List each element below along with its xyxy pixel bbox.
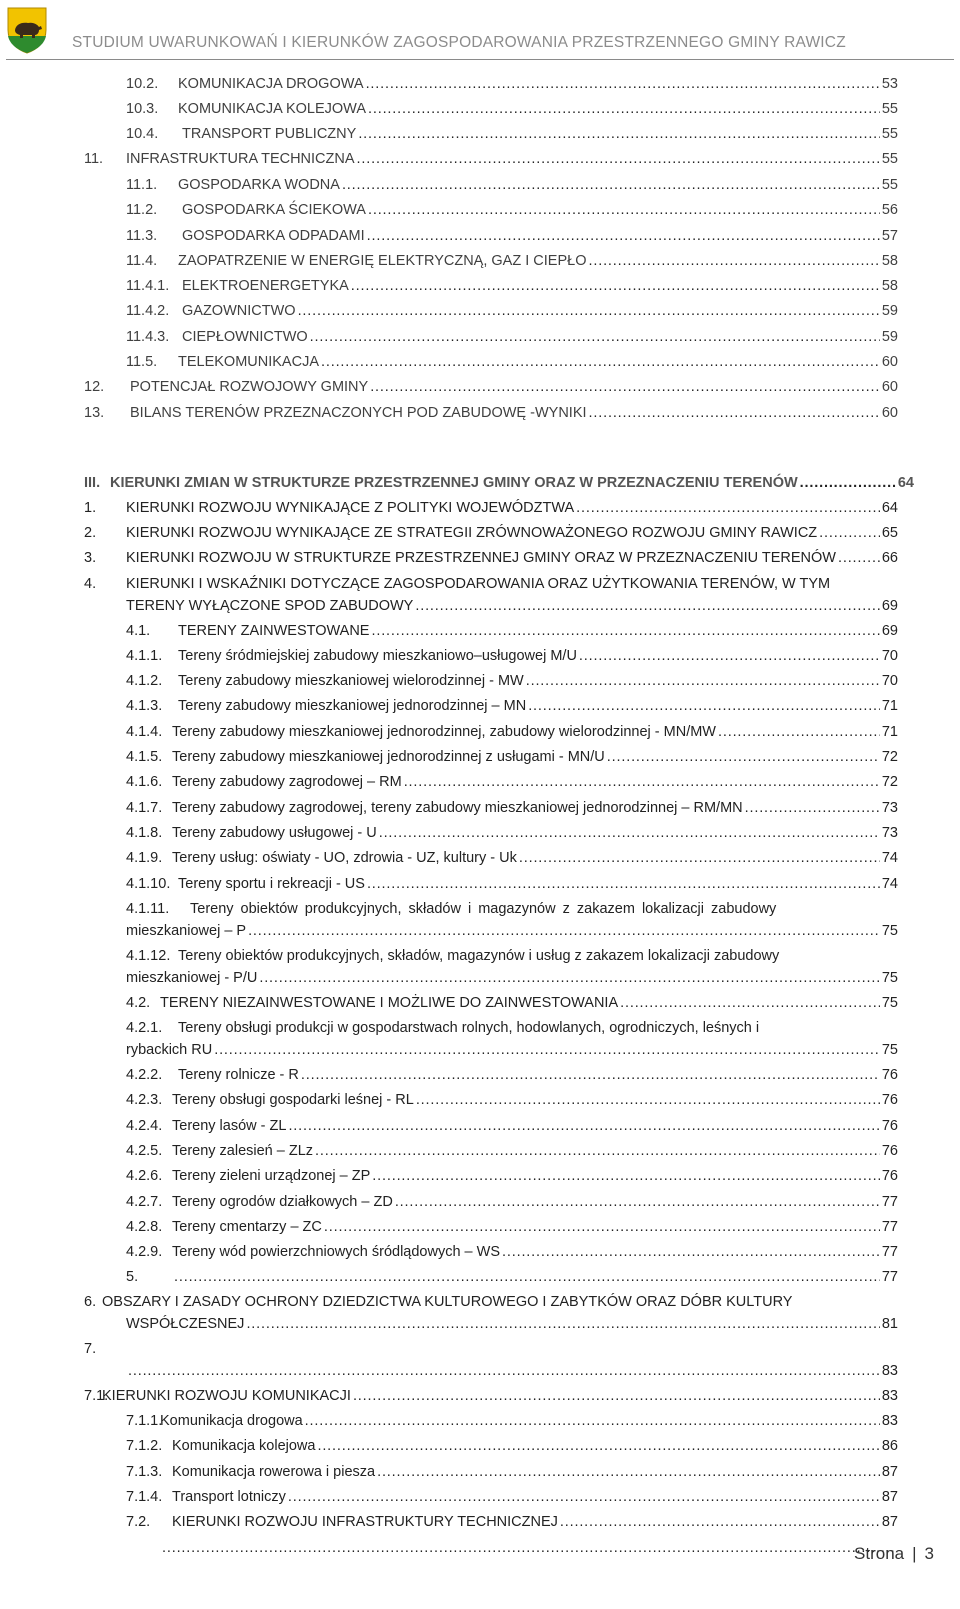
toc-entry[interactable]: 7.1.3. Komunikacja rowerowa i piesza . . . 87 (126, 1462, 898, 1483)
toc-entry-line2[interactable]: rybackich RU . . . 75 (126, 1040, 898, 1061)
toc-entry[interactable]: 11.4.3. CIEPŁOWNICTWO . . . 59 (126, 327, 898, 348)
toc-entry[interactable]: 11.3. GOSPODARKA ODPADAMI . . . 57 (126, 226, 898, 247)
toc-entry[interactable]: 4.2.7. Tereny ogrodów działkowych – ZD . . . 77 (126, 1192, 898, 1213)
toc-entry[interactable]: 11.4.1. ELEKTROENERGETYKA . . . 58 (126, 276, 898, 297)
toc-entry-line2[interactable]: mieszkaniowej – P . . . 75 (126, 921, 898, 942)
toc-entry[interactable] (126, 1538, 898, 1559)
toc-entry[interactable]: 11.4.2. GAZOWNICTWO . . . 59 (126, 301, 898, 322)
toc-entry-line2[interactable]: mieszkaniowej - P/U . . . 75 (126, 968, 898, 989)
toc-entry[interactable]: 4.2.6. Tereny zieleni urządzonej – ZP . . . 76 (126, 1166, 898, 1187)
toc-entry-line1[interactable]: 4.1.12. Tereny obiektów produkcyjnych, składów, magazynów i usług z zakazem lokalizacji zabudowy (126, 948, 780, 964)
toc-entry[interactable]: 4.1.4. Tereny zabudowy mieszkaniowej jednorodzinnej, zabudowy wielorodzinnej - MN/MW . . . 71 (126, 722, 898, 743)
toc-entry[interactable]: 10.4. TRANSPORT PUBLICZNY . . . 55 (126, 124, 898, 145)
toc-entry[interactable]: 3. KIERUNKI ROZWOJU W STRUKTURZE PRZESTRZENNEJ GMINY ORAZ W PRZEZNACZENIU TERENÓW . . . 66 (84, 548, 898, 569)
toc-entry[interactable]: 4.1.10. Tereny sportu i rekreacji - US . . . 74 (126, 874, 898, 895)
toc-entry[interactable]: 11. INFRASTRUKTURA TECHNICZNA . . . 55 (84, 149, 898, 170)
toc-entry[interactable]: 7.1.2. Komunikacja kolejowa . . . 86 (126, 1436, 898, 1457)
toc-entry[interactable]: 1. KIERUNKI ROZWOJU WYNIKAJĄCE Z POLITYKI WOJEWÓDZTWA . . . 64 (84, 498, 898, 519)
toc-entry[interactable]: 4.2.4. Tereny lasów - ZL . . . 76 (126, 1116, 898, 1137)
toc-entry[interactable]: 4.1.8. Tereny zabudowy usługowej - U . . . 73 (126, 823, 898, 844)
toc-entry-line2[interactable]: . . . 83 (126, 1361, 898, 1382)
toc-entry-line2[interactable]: TERENY WYŁĄCZONE SPOD ZABUDOWY . . . 69 (126, 596, 898, 617)
toc-entry[interactable]: 11.4. ZAOPATRZENIE W ENERGIĘ ELEKTRYCZNĄ, GAZ I CIEPŁO . . . 58 (126, 251, 898, 272)
toc-entry[interactable]: 11.5. TELEKOMUNIKACJA . . . 60 (126, 352, 898, 373)
toc-entry-line1[interactable]: 6. OBSZARY I ZASADY OCHRONY DZIEDZICTWA KULTUROWEGO I ZABYTKÓW ORAZ DÓBR KULTURY (84, 1294, 793, 1310)
toc-entry[interactable]: 7.2. KIERUNKI ROZWOJU INFRASTRUKTURY TECHNICZNEJ . . . 87 (126, 1512, 898, 1533)
toc-entry[interactable]: 11.2. GOSPODARKA ŚCIEKOWA . . . 56 (126, 200, 898, 221)
toc-entry[interactable]: 4.1.2. Tereny zabudowy mieszkaniowej wielorodzinnej - MW . . . 70 (126, 671, 898, 692)
coat-of-arms-icon (6, 6, 48, 54)
page-number: 3 (924, 1544, 934, 1563)
toc-entry-line1[interactable]: 4.1.11. Tereny obiektów produkcyjnych, składów i magazynów z zakazem lokalizacji zabudowy (126, 901, 777, 917)
header-divider (6, 59, 954, 60)
toc-entry[interactable]: 7.1.1. Komunikacja drogowa . . . 83 (126, 1411, 898, 1432)
toc-entry[interactable]: 4.1.9. Tereny usług: oświaty - UO, zdrowia - UZ, kultury - Uk . . . 74 (126, 848, 898, 869)
toc-entry[interactable]: 11.1. GOSPODARKA WODNA . . . 55 (126, 175, 898, 196)
toc-entry[interactable]: 12. POTENCJAŁ ROZWOJOWY GMINY . . . 60 (84, 377, 898, 398)
toc-entry[interactable]: 4.1.1. Tereny śródmiejskiej zabudowy mieszkaniowo–usługowej M/U . . . 70 (126, 646, 898, 667)
toc-entry[interactable]: 4.1.7. Tereny zabudowy zagrodowej, tereny zabudowy mieszkaniowej jednorodzinnej – RM/MN . . . 73 (126, 798, 898, 819)
toc-entry[interactable]: 5. . . . 77 (126, 1267, 898, 1288)
toc-entry[interactable]: 2. KIERUNKI ROZWOJU WYNIKAJĄCE ZE STRATEGII ZRÓWNOWAŻONEGO ROZWOJU GMINY RAWICZ . . . 65 (84, 523, 898, 544)
toc-entry-line1[interactable]: 7. (84, 1341, 97, 1357)
toc-entry[interactable]: 7.1. KIERUNKI ROZWOJU KOMUNIKACJI . . . 83 (84, 1386, 898, 1407)
toc-entry[interactable]: 4.2. TERENY NIEZAINWESTOWANE I MOŻLIWE DO ZAINWESTOWANIA . . . 75 (126, 993, 898, 1014)
toc-entry[interactable]: 4.2.8. Tereny cmentarzy – ZC . . . 77 (126, 1217, 898, 1238)
toc-entry[interactable]: 4.1.6. Tereny zabudowy zagrodowej – RM . . . 72 (126, 772, 898, 793)
page-header (0, 0, 960, 60)
toc-entry-line2[interactable]: WSPÓŁCZESNEJ . . . 81 (126, 1314, 898, 1335)
toc-entry[interactable]: 10.2. KOMUNIKACJA DROGOWA . . . 53 (126, 74, 898, 95)
toc-chapter[interactable]: III. KIERUNKI ZMIAN W STRUKTURZE PRZESTRZENNEJ GMINY ORAZ W PRZEZNACZENIU TERENÓW . . . 64 (84, 473, 914, 494)
toc-entry[interactable]: 10.3. KOMUNIKACJA KOLEJOWA . . . 55 (126, 99, 898, 120)
page-label: Strona (854, 1544, 905, 1563)
toc-entry[interactable]: 4.2.5. Tereny zalesień – ZLz . . . 76 (126, 1141, 898, 1162)
toc-entry[interactable]: 7.1.4. Transport lotniczy . . . 87 (126, 1487, 898, 1508)
toc-entry[interactable]: 4.1.5. Tereny zabudowy mieszkaniowej jednorodzinnej z usługami - MN/U . . . 72 (126, 747, 898, 768)
toc-entry[interactable]: 4.2.3. Tereny obsługi gospodarki leśnej - RL . . . 76 (126, 1090, 898, 1111)
toc-entry[interactable]: 4.1. TERENY ZAINWESTOWANE . . . 69 (126, 621, 898, 642)
page-footer (854, 1544, 934, 1564)
document-title: STUDIUM UWARUNKOWAŃ I KIERUNKÓW ZAGOSPODAROWANIA PRZESTRZENNEGO GMINY RAWICZ (72, 34, 846, 51)
footer-separator: | (912, 1544, 917, 1563)
toc-entry-line1[interactable]: 4.2.1. Tereny obsługi produkcji w gospodarstwach rolnych, hodowlanych, ogrodniczych, leśnych i (126, 1020, 760, 1036)
toc-entry-line1[interactable]: 4. KIERUNKI I WSKAŹNIKI DOTYCZĄCE ZAGOSPODAROWANIA ORAZ UŻYTKOWANIA TERENÓW, W TYM (84, 576, 831, 592)
toc-entry[interactable]: 4.2.9. Tereny wód powierzchniowych śródlądowych – WS . . . 77 (126, 1242, 898, 1263)
toc-entry[interactable]: 4.1.3. Tereny zabudowy mieszkaniowej jednorodzinnej – MN . . . 71 (126, 696, 898, 717)
toc-entry[interactable]: 13. BILANS TERENÓW PRZEZNACZONYCH POD ZABUDOWĘ -WYNIKI . . . 60 (84, 403, 898, 424)
toc-entry[interactable]: 4.2.2. Tereny rolnicze - R . . . 76 (126, 1065, 898, 1086)
